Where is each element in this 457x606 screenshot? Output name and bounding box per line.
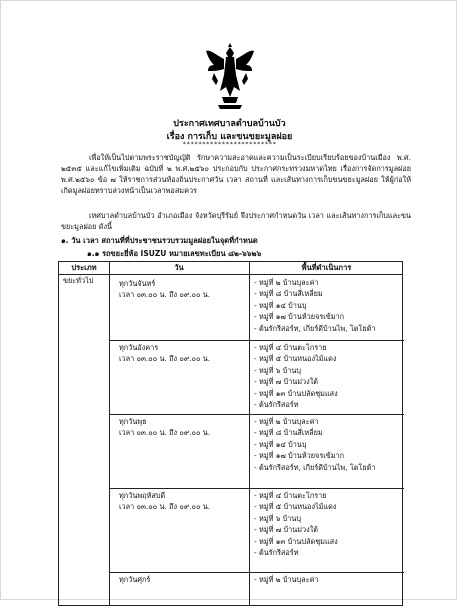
column-header-type: ประเภท (71, 263, 97, 272)
area-item: - หมู่ที่ ๗ บ้านม่วงใต้ (254, 525, 318, 535)
time-cell: เวลา ๐๓.๐๐ น. ถึง ๐๙.๐๐ น. (119, 290, 211, 299)
row-divider (109, 488, 404, 489)
area-item: - หมู่ที่ ๖ บ้านบุ (254, 365, 302, 375)
area-item: - หมู่ที่ ๑๓ บ้านปลัดชุมแสง (254, 388, 338, 398)
area-item: - หมู่ที่ ๘ บ้านสี่เหลี่ยม (254, 428, 323, 438)
area-item: - ต้นรักรีสอร์ท (254, 548, 299, 558)
time-cell: เวลา ๐๓.๐๐ น. ถึง ๐๙.๐๐ น. (119, 502, 211, 511)
area-item: - หมู่ที่ ๔ บ้านตะโกราย (254, 491, 327, 500)
schedule-table (58, 261, 403, 606)
area-cell (254, 416, 376, 473)
area-item: - หมู่ที่ ๕ บ้านหนองไม้แดง (254, 354, 337, 364)
section-1-heading: ๑. วัน เวลา สถานที่ที่ประชาชนรวบรวมมูลฝอยในจุดที่กำหนด (61, 236, 258, 245)
row-divider (109, 572, 404, 573)
area-item: - หมู่ที่ ๑๓ บ้านปลัดชุมแสง (254, 536, 338, 546)
area-cell (254, 574, 319, 585)
area-cell (254, 277, 376, 334)
intro-paragraph-2: เทศบาลตำบลบ้านบัว อำเภอเมือง จังหวัดบุรีรัมย์ จึงประกาศกำหนดวัน เวลา และเส้นทางการเก็บและขนขยะมูลฝอย ดังนี้ (61, 211, 411, 231)
area-item: - ต้นรักรีสอร์ท, เกียร์ดีบ้านไพ, โตโยต้า (254, 323, 376, 333)
day-cell: ทุกวันพฤหัสบดี (119, 491, 166, 500)
area-item: - หมู่ที่ ๘ บ้านสี่เหลี่ยม (254, 289, 323, 299)
column-header-day: วัน (174, 263, 184, 272)
row-divider (109, 414, 404, 415)
announcement-title: ประกาศเทศบาลตำบลบ้านบัว (173, 119, 286, 129)
title-separator: ************************ (182, 141, 277, 148)
announcement-subject: เรื่อง การเก็บ และขนขยะมูลฝอย (166, 132, 293, 142)
area-item: - ต้นรักรีสอร์ท, เกียร์ดีบ้านไพ, โตโยต้า (254, 462, 376, 472)
area-item: - หมู่ที่ ๑๔ บ้านบุ (254, 300, 307, 310)
time-cell: เวลา ๐๓.๐๐ น. ถึง ๐๙.๐๐ น. (119, 428, 211, 437)
day-cell: ทุกวันอังคาร (119, 343, 159, 352)
column-header-area: พื้นที่ดำเนินการ (301, 263, 352, 272)
area-item: - หมู่ที่ ๑๗ บ้านห้วยจรเข้มาก (254, 451, 345, 461)
time-cell: เวลา ๐๓.๐๐ น. ถึง ๐๙.๐๐ น. (119, 354, 211, 363)
area-cell (254, 342, 338, 410)
area-item: - หมู่ที่ ๒ บ้านบุละค่า (254, 417, 319, 426)
area-item: - หมู่ที่ ๖ บ้านบุ (254, 513, 302, 523)
area-cell (254, 490, 338, 558)
area-item: - หมู่ที่ ๑๔ บ้านบุ (254, 439, 307, 449)
area-item: - หมู่ที่ ๕ บ้านหนองไม้แดง (254, 502, 337, 512)
area-item: - หมู่ที่ ๗ บ้านม่วงใต้ (254, 377, 318, 387)
area-item: - หมู่ที่ ๒ บ้านบุละค่า (254, 575, 319, 584)
column-divider (249, 262, 250, 605)
intro-paragraph-1: เพื่อให้เป็นไปตามพระราชบัญญัติ รักษาความสะอาดและความเป็นระเบียบเรียบร้อยของบ้านเมือง พ.ศ. ๒๕๓๕ และแก้ไขเพิ่มเติม ฉบับที่ ๒ พ.ศ.๒๕๖๐ ประกอบกับ ประกาศกระทรวงมหาดไทย เรื่องการจัดการมูลฝอย พ.ศ.๒๕๖๐ ข้อ ๗ ให้ราชการส่วนท้องถิ่นประกาศวัน เวลา สถานที่ และเส้นทางการเก็บขนขยะมูลฝอย ให้ผู้ก่อให้เกิดมูลฝอยทราบล่วงหน้าเป็นเวลาพอสมควร (61, 153, 411, 195)
column-divider (109, 262, 110, 605)
day-cell: ทุกวันพุธ (119, 417, 147, 426)
waste-type-cell: ขยะทั่วไป (63, 276, 94, 285)
area-item: - หมู่ที่ ๔ บ้านตะโกราย (254, 343, 327, 352)
area-item: - หมู่ที่ ๒ บ้านบุละค่า (254, 278, 319, 287)
area-item: - หมู่ที่ ๑๗ บ้านห้วยจรเข้มาก (254, 312, 345, 322)
day-cell: ทุกวันจันทร์ (119, 279, 156, 288)
header-divider (59, 274, 402, 275)
row-divider (109, 340, 404, 341)
day-cell: ทุกวันศุกร์ (119, 575, 151, 584)
subsection-1-1-heading: ๑.๑ รถขยะยี่ห้อ ISUZU หมายเลขทะเบียน ๘๒-๖๖๒๖ (87, 249, 262, 258)
area-item: - ต้นรักรีสอร์ท (254, 400, 299, 410)
garuda-emblem-icon (204, 41, 256, 113)
